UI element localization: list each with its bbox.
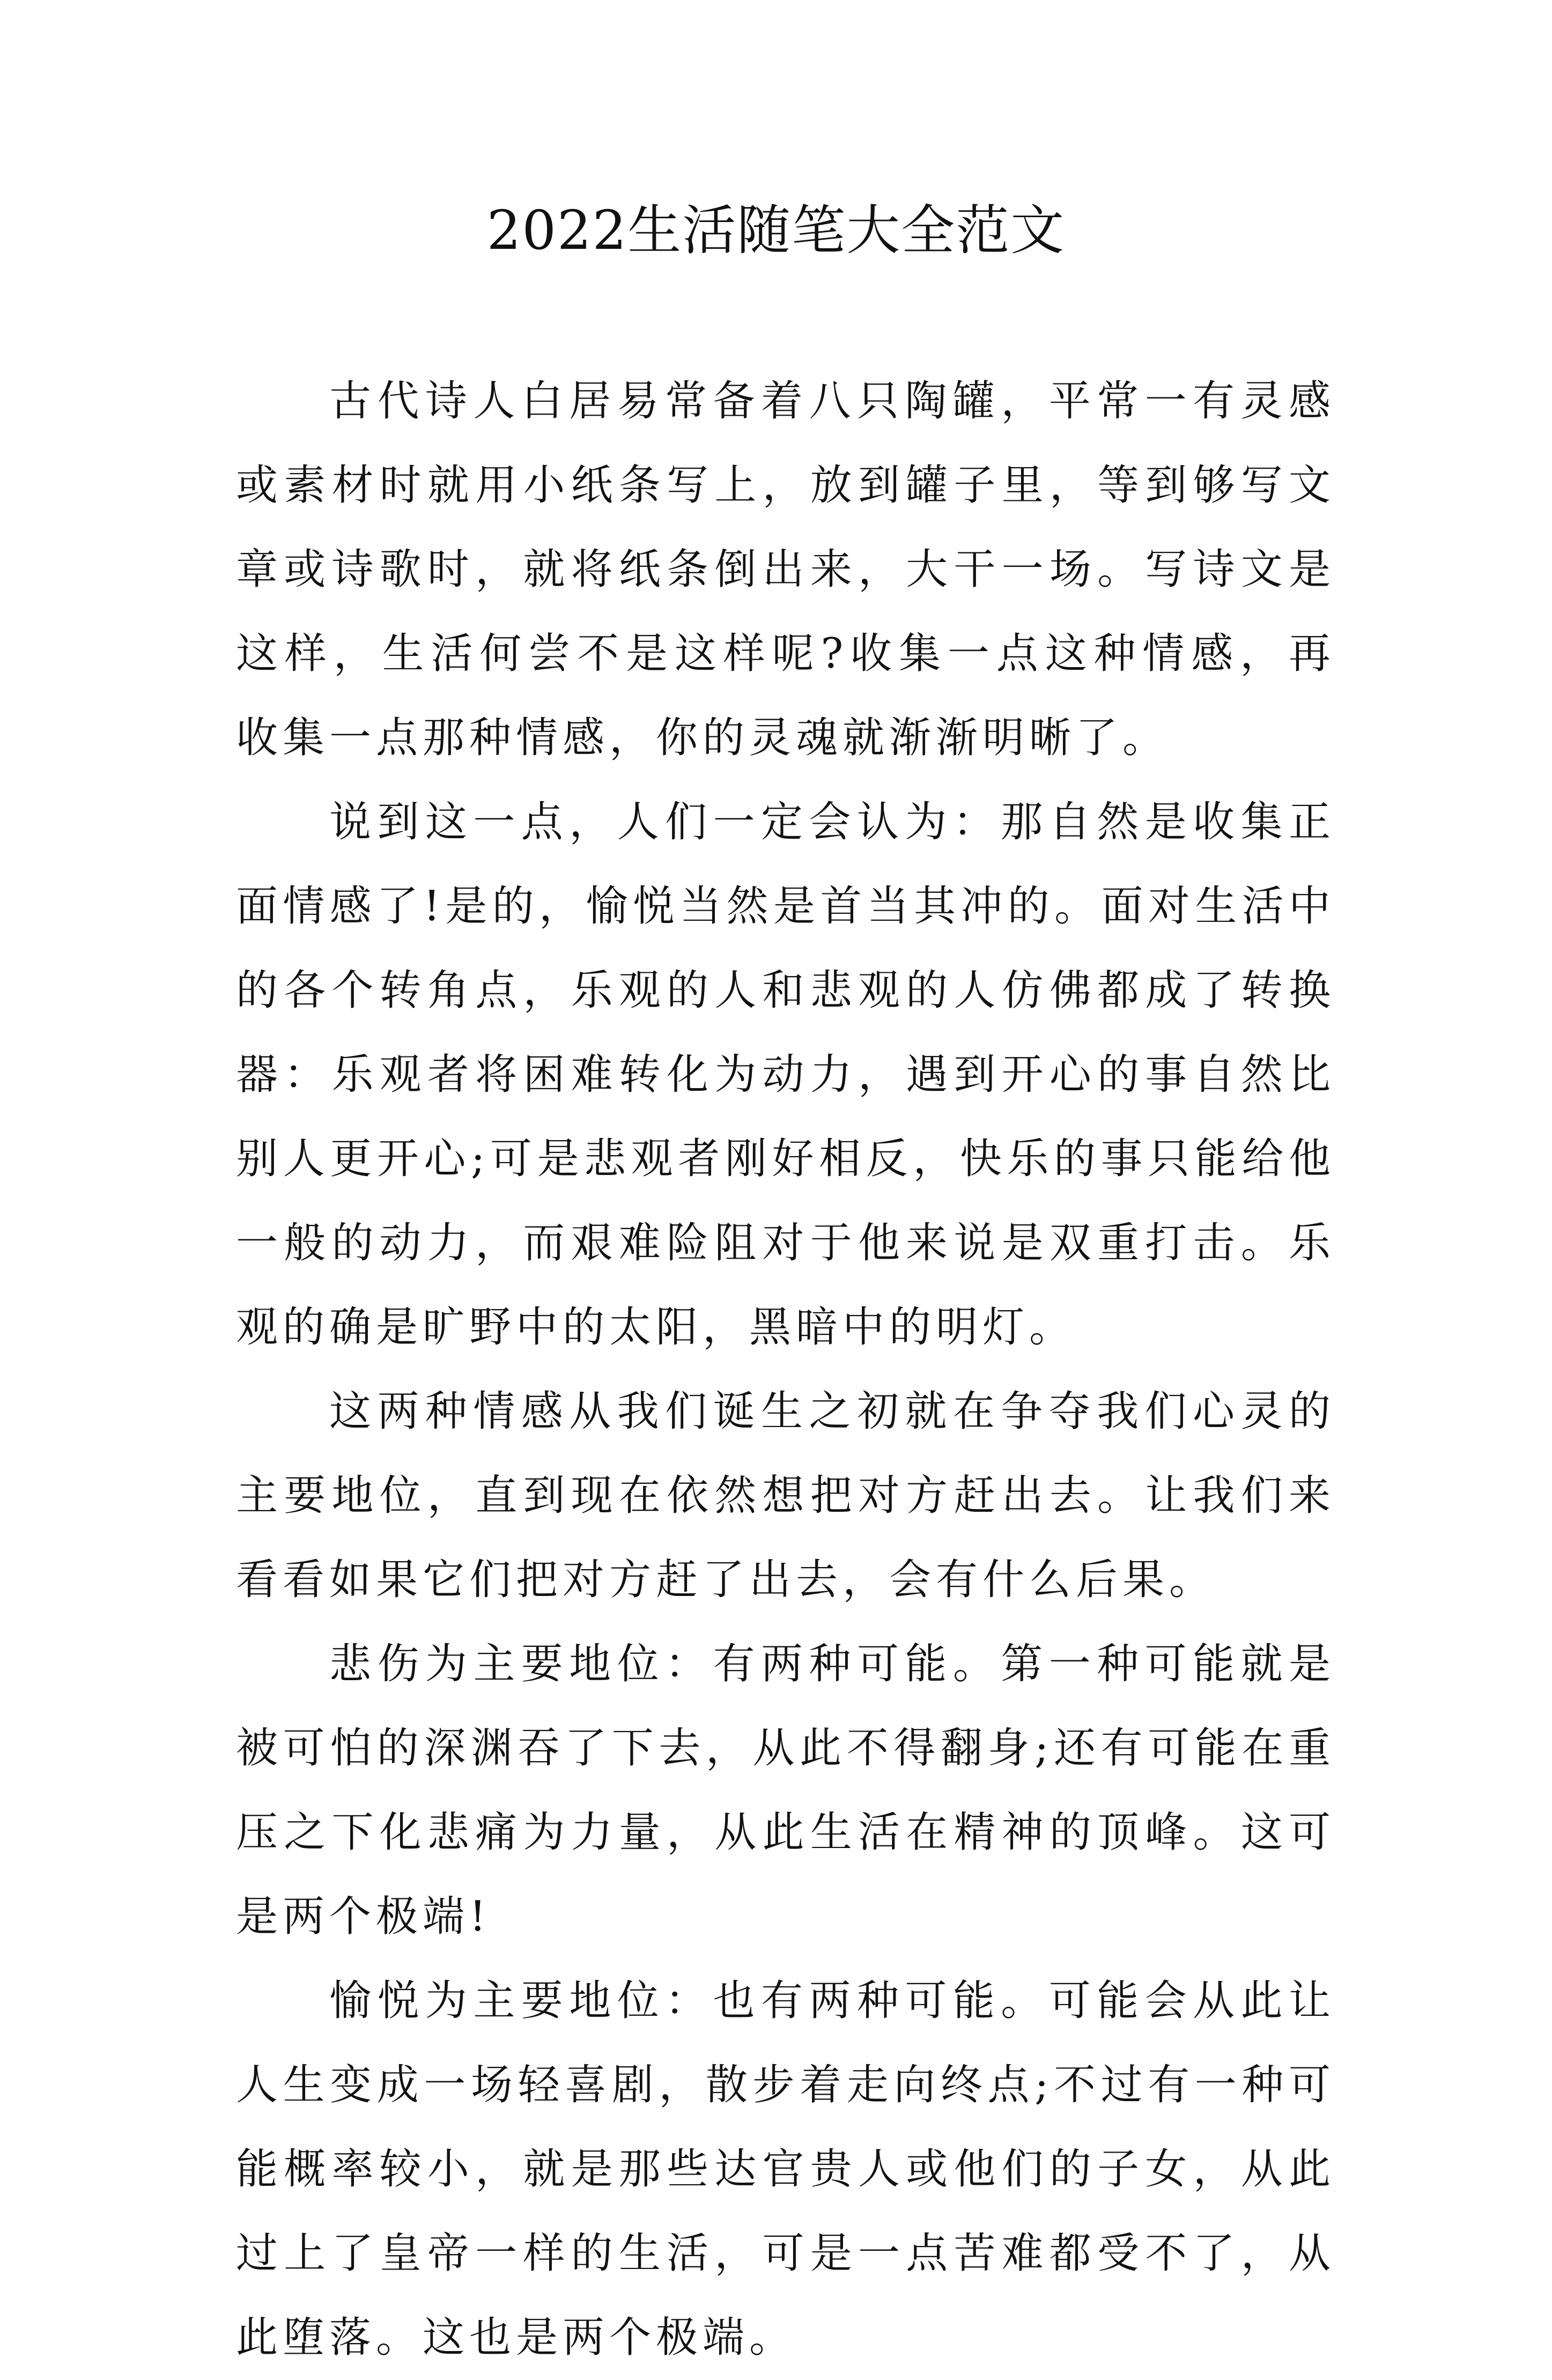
paragraph-3: 这两种情感从我们诞生之初就在争夺我们心灵的主要地位，直到现在依然想把对方赶出去。让我们来看看如果它们把对方赶了出去，会有什么后果。 (236, 1387, 1335, 1604)
paragraph-1: 古代诗人白居易常备着八只陶罐，平常一有灵感或素材时就用小纸条写上，放到罐子里，等到够写文章或诗歌时，就将纸条倒出来，大干一场。写诗文是这样，生活何尝不是这样呢?收集一点这种情感，再收集一点那种情感，你的灵魂就渐渐明晰了。 (236, 377, 1335, 762)
paragraph-4: 悲伤为主要地位：有两种可能。第一种可能就是被可怕的深渊吞了下去，从此不得翻身;还有可能在重压之下化悲痛为力量，从此生活在精神的顶峰。这可是两个极端! (236, 1640, 1335, 1941)
document-body (236, 359, 1335, 2380)
paragraph-5: 愉悦为主要地位：也有两种可能。可能会从此让人生变成一场轻喜剧，散步着走向终点;不过有一种可能概率较小，就是那些达官贵人或他们的子女，从此过上了皇帝一样的生活，可是一点苦难都受不了，从此堕落。这也是两个极端。 (236, 1977, 1335, 2362)
paragraph-2: 说到这一点，人们一定会认为：那自然是收集正面情感了!是的，愉悦当然是首当其冲的。面对生活中的各个转角点，乐观的人和悲观的人仿佛都成了转换器：乐观者将困难转化为动力，遇到开心的事自然比别人更开心;可是悲观者刚好相反，快乐的事只能给他一般的动力，而艰难险阻对于他来说是双重打击。乐观的确是旷野中的太阳，黑暗中的明灯。 (236, 798, 1335, 1351)
document-title: 2022生活随笔大全范文 (486, 199, 1066, 262)
